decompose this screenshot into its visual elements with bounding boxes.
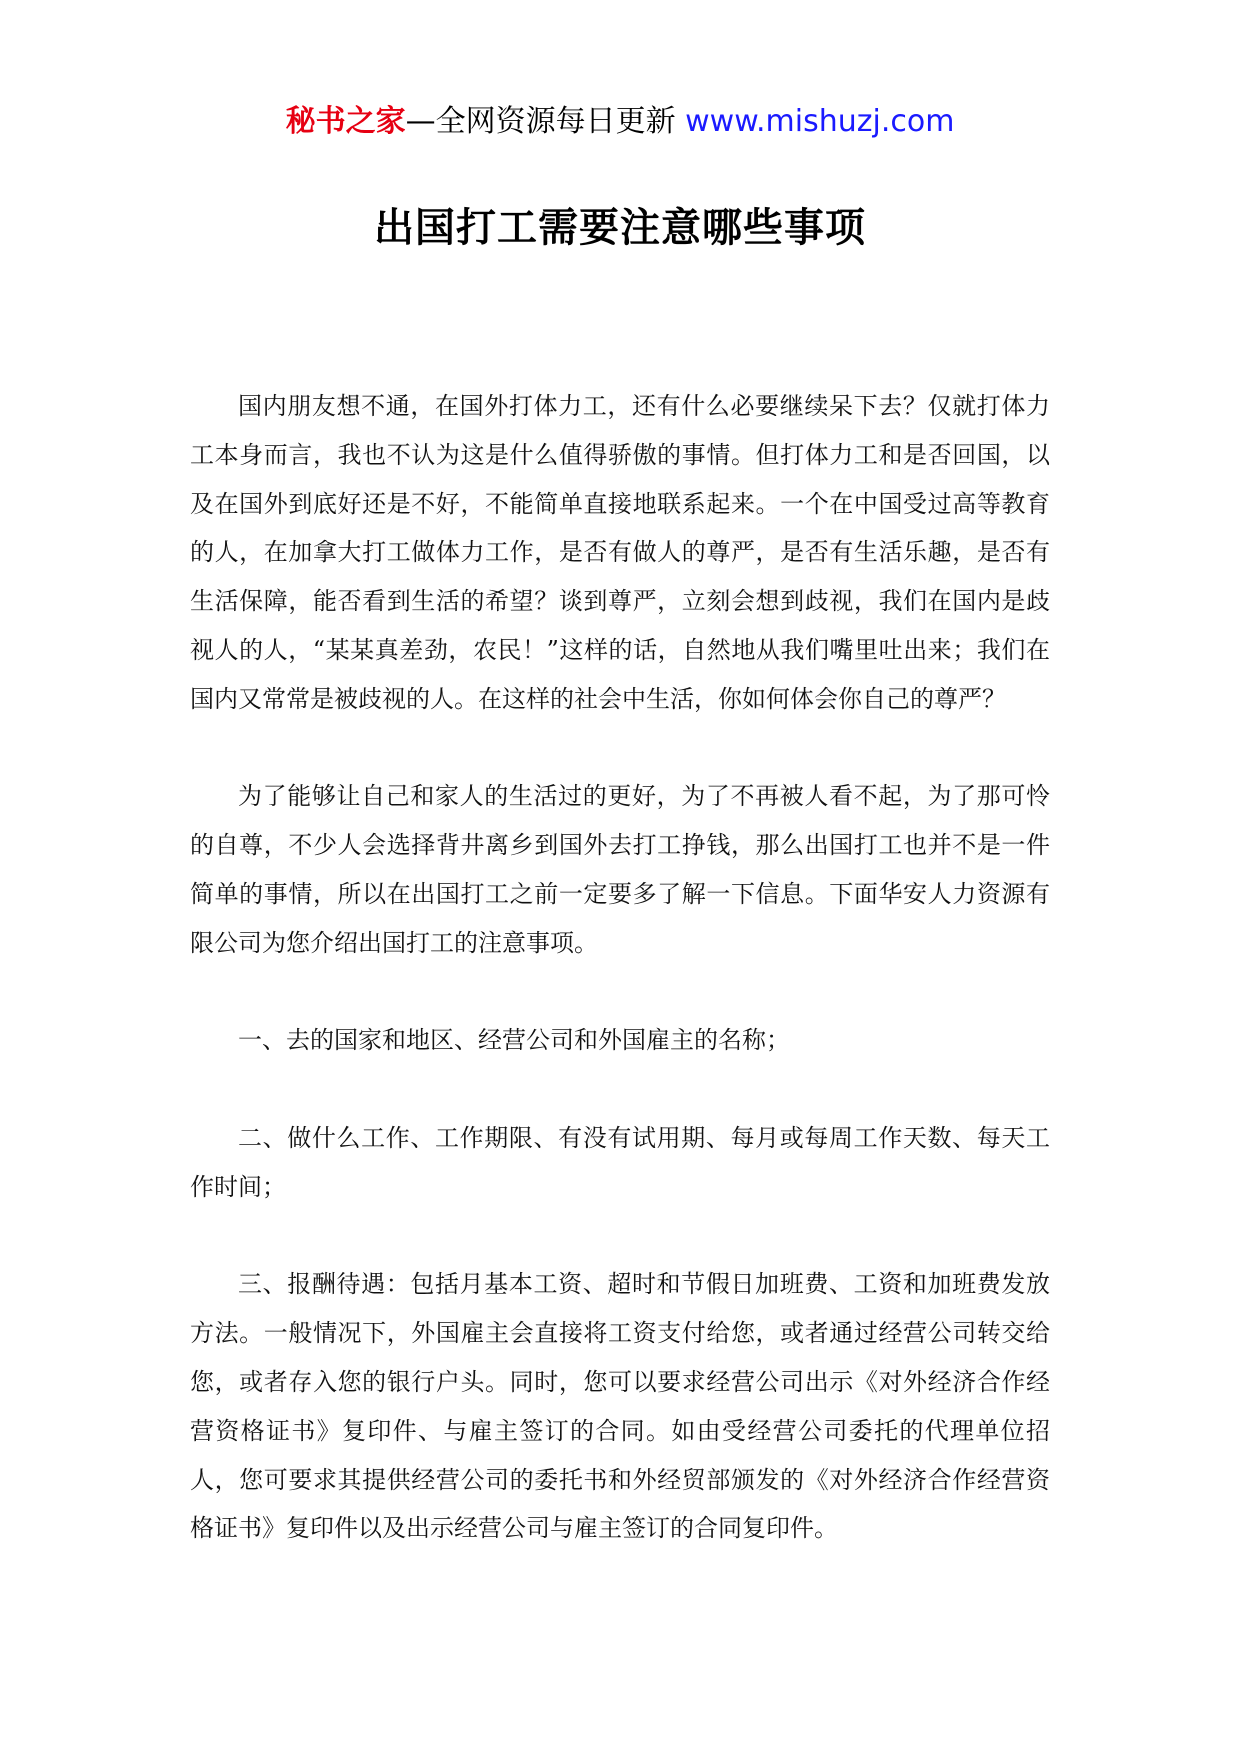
document-title: 出国打工需要注意哪些事项 xyxy=(374,204,866,251)
document-body xyxy=(190,382,1050,1602)
list-item-3: 三、报酬待遇：包括月基本工资、超时和节假日加班费、工资和加班费发放方法。一般情况下，外国雇主会直接将工资支付给您，或者通过经营公司转交给您，或者存入您的银行户头。同时，您可以要求经营公司出示《对外经济合作经营资格证书》复印件、与雇主签订的合同。如由受经营公司委托的代理单位招人，您可要求其提供经营公司的委托书和外经贸部颁发的《对外经济合作经营资格证书》复印件以及出示经营公司与雇主签订的合同复印件。 xyxy=(190,1270,1050,1543)
list-item-1: 一、去的国家和地区、经营公司和外国雇主的名称； xyxy=(238,1026,790,1055)
site-url-link[interactable]: www.mishuzj.com xyxy=(685,104,955,139)
paragraph-2: 为了能够让自己和家人的生活过的更好，为了不再被人看不起，为了那可怜的自尊，不少人会选择背井离乡到国外去打工挣钱，那么出国打工也并不是一件简单的事情，所以在出国打工之前一定要多了解一下信息。下面华安人力资源有限公司为您介绍出国打工的注意事项。 xyxy=(190,782,1050,957)
list-item-2: 二、做什么工作、工作期限、有没有试用期、每月或每周工作天数、每天工作时间； xyxy=(190,1123,1050,1201)
site-tagline: —全网资源每日更新 xyxy=(405,104,676,139)
paragraph-1: 国内朋友想不通，在国外打体力工，还有什么必要继续呆下去？仅就打体力工本身而言，我也不认为这是什么值得骄傲的事情。但打体力工和是否回国，以及在国外到底好还是不好，不能简单直接地联系起来。一个在中国受过高等教育的人，在加拿大打工做体力工作，是否有做人的尊严，是否有生活乐趣，是否有生活保障，能否看到生活的希望？谈到尊严，立刻会想到歧视，我们在国内是歧视人的人，“某某真差劲，农民！”这样的话，自然地从我们嘴里吐出来；我们在国内又常常是被歧视的人。在这样的社会中生活，你如何体会你自己的尊严？ xyxy=(190,392,1050,713)
site-header xyxy=(0,100,1240,144)
site-brand: 秘书之家 xyxy=(285,104,406,139)
